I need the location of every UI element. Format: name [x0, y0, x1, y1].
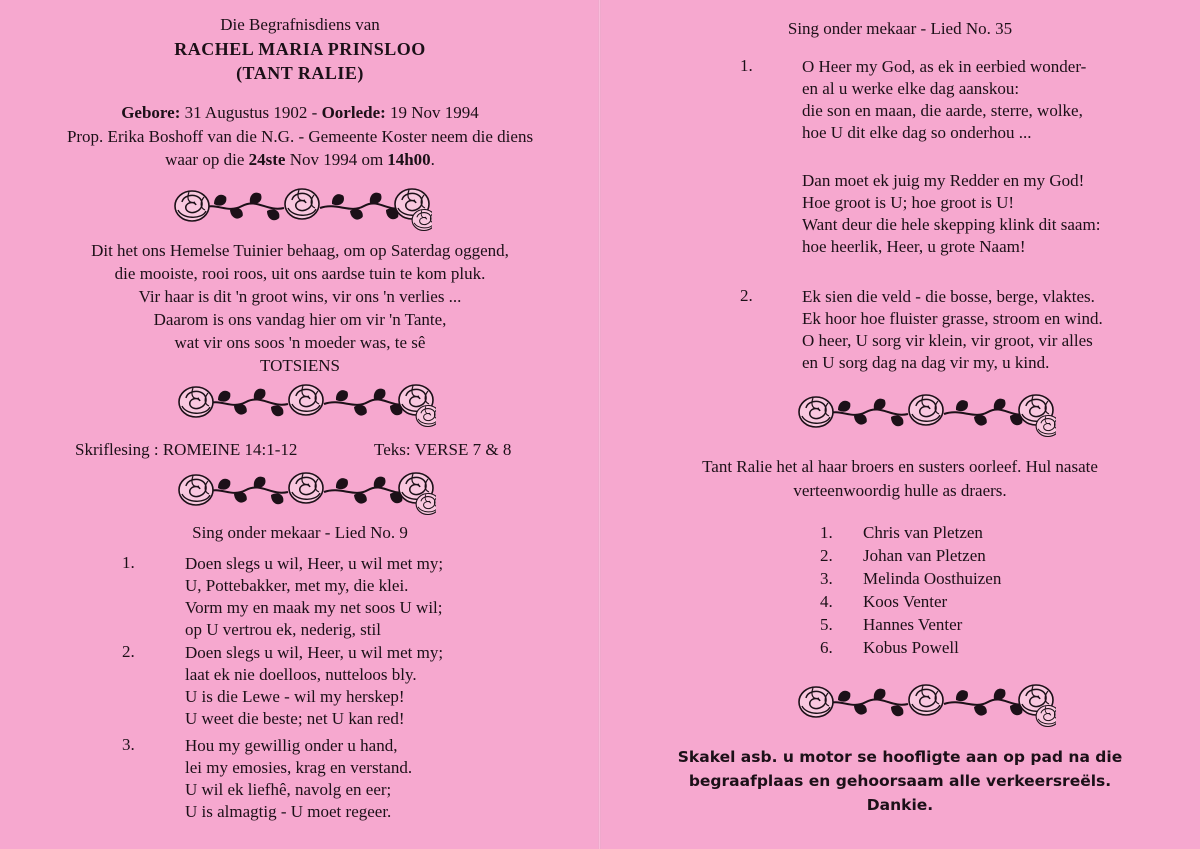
verse-line: Hoe groot is U; hoe groot is U! — [802, 193, 1015, 212]
poem-line: Daarom is ons vandag hier om vir 'n Tante, — [153, 310, 447, 329]
rose-garland-decoration — [172, 182, 432, 234]
closing-notice-line: Skakel asb. u motor se hoofligte aan op pad na die — [677, 748, 1123, 766]
bearer-name: Chris van Pletzen — [863, 523, 983, 542]
closing-notice-line: begraafplaas en gehoorsaam alle verkeersreëls. — [688, 772, 1112, 790]
service-time-line — [0, 149, 600, 171]
poem-line: Dit het ons Hemelse Tuinier behaag, om op Saterdag oggend, — [91, 241, 509, 260]
hymn-title: Sing onder mekaar - Lied No. 9 — [192, 523, 408, 542]
verse-line: laat ek nie doelloos, nutteloos bly. — [185, 665, 417, 684]
closing-thanks: Dankie. — [866, 796, 934, 814]
rose-garland-decoration — [796, 678, 1056, 730]
poem-line: die mooiste, rooi roos, uit ons aardse tuin te kom pluk. — [114, 264, 486, 283]
service-header: Die Begrafnisdiens van — [220, 15, 380, 34]
rose-garland-decoration — [176, 378, 436, 430]
verse-line: die son en maan, die aarde, sterre, wolke, — [802, 101, 1083, 120]
verse-line: U is die Lewe - wil my herskep! — [185, 687, 405, 706]
verse-line: Doen slegs u wil, Heer, u wil met my; — [185, 554, 444, 573]
born-date: 31 Augustus 1902 — [184, 103, 308, 122]
service-day: 24ste — [248, 150, 286, 169]
bearer-name: Hannes Venter — [863, 615, 963, 634]
died-date: 19 Nov 1994 — [390, 103, 479, 122]
poem-line: wat vir ons soos 'n moeder was, te sê — [174, 333, 426, 352]
verse-1 — [185, 553, 443, 641]
verse-number: 2. — [122, 642, 135, 661]
verse-line: U, Pottebakker, met my, die klei. — [185, 576, 409, 595]
hymn-title: Sing onder mekaar - Lied No. 35 — [787, 19, 1013, 38]
rose-garland-decoration — [796, 388, 1056, 440]
hymn35-verse-1 — [802, 56, 1086, 144]
verse-number: 2. — [740, 286, 753, 305]
bearer-number: 4. — [820, 592, 833, 611]
hymn35-verse-2 — [802, 286, 1103, 374]
died-label: Oorlede: — [321, 103, 386, 122]
verse-line: en al u werke elke dag aanskou: — [802, 79, 1020, 98]
bearer-number: 6. — [820, 638, 833, 657]
bearers-intro-line: Tant Ralie het al haar broers en susters oorleef. Hul nasate — [702, 457, 1098, 476]
rose-garland-decoration — [176, 466, 436, 518]
verse-line: O heer, U sorg vir klein, vir groot, vir alles — [802, 331, 1093, 350]
dates-line — [0, 102, 600, 124]
verse-line: Dan moet ek juig my Redder en my God! — [802, 171, 1085, 190]
verse-3 — [185, 735, 412, 823]
verse-line: U is almagtig - U moet regeer. — [185, 802, 392, 821]
verse-line: lei my emosies, krag en verstand. — [185, 758, 413, 777]
bearer-name: Kobus Powell — [863, 638, 959, 657]
bearer-name: Koos Venter — [863, 592, 948, 611]
bearer-name: Melinda Oosthuizen — [863, 569, 1002, 588]
verse-line: Ek hoor hoe fluister grasse, stroom en wind. — [802, 309, 1103, 328]
right-page — [600, 0, 1200, 849]
bearer-number: 1. — [820, 523, 833, 542]
bearers-intro-line: verteenwoordig hulle as draers. — [793, 481, 1007, 500]
service-time-pre: waar op die — [165, 150, 245, 169]
service-time-end: . — [430, 150, 435, 169]
verse-line: U wil ek liefhê, navolg en eer; — [185, 780, 392, 799]
deceased-name: RACHEL MARIA PRINSLOO — [174, 39, 426, 59]
service-officiant: Prop. Erika Boshoff van die N.G. - Gemeente Koster neem die diens — [66, 127, 534, 146]
verse-2 — [185, 642, 443, 730]
verse-line: Ek sien die veld - die bosse, berge, vlaktes. — [802, 287, 1095, 306]
verse-line: U weet die beste; net U kan red! — [185, 709, 405, 728]
bearer-number: 5. — [820, 615, 833, 634]
verse-line: hoe U dit elke dag so onderhou ... — [802, 123, 1032, 142]
verse-number: 3. — [122, 735, 135, 754]
verse-number: 1. — [122, 553, 135, 572]
verse-line: Want deur die hele skepping klink dit saam: — [802, 215, 1101, 234]
bearer-number: 3. — [820, 569, 833, 588]
bearer-number: 2. — [820, 546, 833, 565]
verse-line: Hou my gewillig onder u hand, — [185, 736, 398, 755]
scripture-reading: Skriflesing : ROMEINE 14:1-12 — [75, 440, 298, 459]
verse-line: hoe heerlik, Heer, u grote Naam! — [802, 237, 1026, 256]
hymn35-chorus — [802, 170, 1100, 258]
dates-separator: - — [311, 103, 318, 122]
sermon-text: Teks: VERSE 7 & 8 — [374, 440, 512, 459]
verse-line: Vorm my en maak my net soos U wil; — [185, 598, 443, 617]
verse-line: O Heer my God, as ek in eerbied wonder- — [802, 57, 1087, 76]
verse-line: en U sorg dag na dag vir my, u kind. — [802, 353, 1050, 372]
bearer-name: Johan van Pletzen — [863, 546, 986, 565]
verse-line: op U vertrou ek, nederig, stil — [185, 620, 381, 639]
service-time-mid: Nov 1994 om — [289, 150, 384, 169]
born-label: Gebore: — [121, 103, 181, 122]
totsiens-text: TOTSIENS — [260, 356, 340, 375]
verse-number: 1. — [740, 56, 753, 75]
service-time: 14h00 — [387, 150, 431, 169]
verse-line: Doen slegs u wil, Heer, u wil met my; — [185, 643, 444, 662]
poem-line: Vir haar is dit 'n groot wins, vir ons 'n verlies ... — [138, 287, 462, 306]
deceased-nickname: (TANT RALIE) — [236, 63, 364, 83]
